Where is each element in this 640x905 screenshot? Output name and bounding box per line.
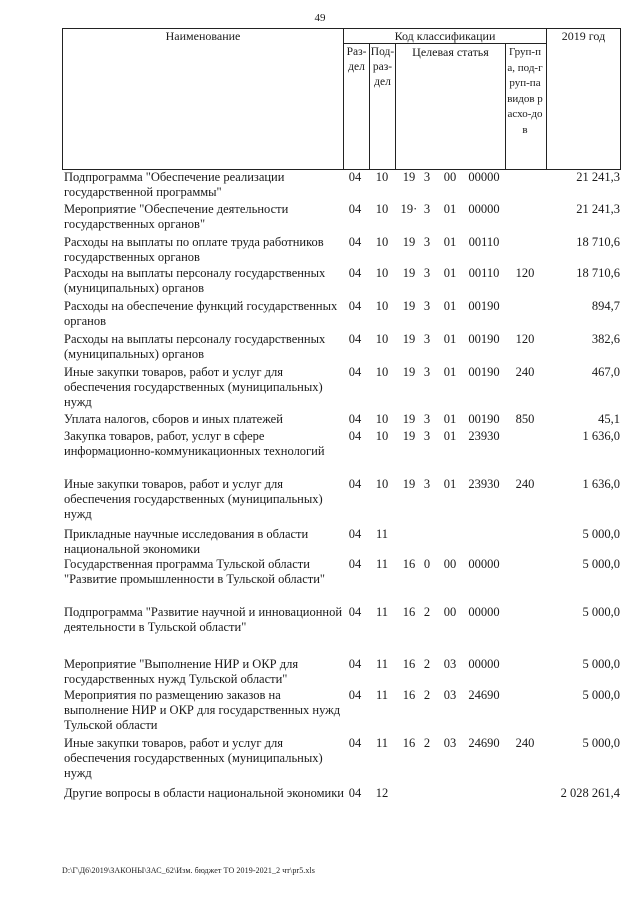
- row-vid: 240: [515, 365, 535, 379]
- row-amount: 467,0: [591, 365, 620, 379]
- row-napr: 23930: [468, 477, 500, 491]
- row-amount: 5 000,0: [582, 557, 620, 571]
- row-vid: 240: [515, 736, 535, 750]
- row-amount: 21 241,3: [576, 202, 620, 216]
- row-razdel: 04: [348, 365, 362, 379]
- row-podrazdel: 11: [375, 557, 389, 571]
- row-razdel: 04: [348, 429, 362, 443]
- row-name: Другие вопросы в области национальной экономики: [64, 786, 344, 800]
- row-razdel: 04: [348, 736, 362, 750]
- row-name: Закупка товаров, работ, услуг в сфере информационно-коммуникационных технологий: [64, 429, 325, 458]
- row-razdel: 04: [348, 202, 362, 216]
- row-prog: 19: [402, 412, 416, 426]
- row-razdel: 04: [348, 170, 362, 184]
- row-podrazdel: 11: [375, 657, 389, 671]
- row-name: Подпрограмма "Развитие научной и инновационной деятельности в Тульской области": [64, 605, 343, 634]
- row-podrazdel: 10: [375, 202, 389, 216]
- row-osn: 03: [443, 736, 457, 750]
- row-amount: 5 000,0: [582, 605, 620, 619]
- row-amount: 894,7: [591, 299, 620, 313]
- row-podrazdel: 11: [375, 688, 389, 702]
- row-podrazdel: 11: [375, 736, 389, 750]
- row-vid: 120: [515, 332, 535, 346]
- row-napr: 23930: [468, 429, 500, 443]
- row-osn: 03: [443, 688, 457, 702]
- row-sub: 3: [423, 202, 431, 216]
- row-name: Государственная программа Тульской области "Развитие промышленности в Тульской области": [64, 557, 326, 586]
- row-osn: 01: [443, 429, 457, 443]
- row-sub: 3: [423, 429, 431, 443]
- row-name: Иные закупки товаров, работ и услуг для обеспечения государственных (муниципальных) нужд: [64, 477, 323, 521]
- row-napr: 00000: [468, 605, 500, 619]
- row-prog: 19: [402, 365, 416, 379]
- row-napr: 00110: [468, 266, 500, 280]
- row-razdel: 04: [348, 605, 362, 619]
- row-razdel: 04: [348, 688, 362, 702]
- row-sub: 3: [423, 332, 431, 346]
- header-year: 2019 год: [561, 29, 606, 43]
- header-razdel: Раз-дел: [346, 46, 367, 73]
- row-napr: 24690: [468, 736, 500, 750]
- row-prog: 16: [402, 657, 416, 671]
- row-razdel: 04: [348, 299, 362, 313]
- row-napr: 00110: [468, 235, 500, 249]
- row-osn: 01: [443, 202, 457, 216]
- row-razdel: 04: [348, 657, 362, 671]
- row-prog: 19: [402, 266, 416, 280]
- row-prog: 19: [402, 299, 416, 313]
- row-osn: 01: [443, 266, 457, 280]
- row-napr: 00000: [468, 170, 500, 184]
- row-prog: 19·: [400, 202, 418, 216]
- row-napr: 00190: [468, 412, 500, 426]
- row-razdel: 04: [348, 332, 362, 346]
- row-razdel: 04: [348, 557, 362, 571]
- row-sub: 3: [423, 412, 431, 426]
- row-amount: 18 710,6: [576, 235, 620, 249]
- row-podrazdel: 10: [375, 332, 389, 346]
- row-sub: 0: [423, 557, 431, 571]
- row-sub: 3: [423, 477, 431, 491]
- row-razdel: 04: [348, 235, 362, 249]
- row-sub: 2: [423, 736, 431, 750]
- row-osn: 01: [443, 332, 457, 346]
- row-podrazdel: 10: [375, 170, 389, 184]
- row-vid: 240: [515, 477, 535, 491]
- row-prog: 16: [402, 557, 416, 571]
- row-amount: 2 028 261,4: [560, 786, 620, 800]
- row-osn: 01: [443, 412, 457, 426]
- row-amount: 5 000,0: [582, 527, 620, 541]
- row-name: Мероприятие "Обеспечение деятельности государственных органов": [64, 202, 289, 231]
- row-vid: 850: [515, 412, 535, 426]
- row-podrazdel: 10: [375, 266, 389, 280]
- header-podrazdel: Под-раз-дел: [370, 46, 395, 88]
- row-prog: 16: [402, 605, 416, 619]
- row-name: Расходы на выплаты персоналу государственных (муниципальных) органов: [64, 266, 326, 295]
- row-sub: 3: [423, 170, 431, 184]
- row-name: Иные закупки товаров, работ и услуг для обеспечения государственных (муниципальных) нужд: [64, 365, 323, 409]
- row-name: Расходы на выплаты по оплате труда работников государственных органов: [64, 235, 324, 264]
- row-prog: 19: [402, 170, 416, 184]
- row-napr: 00190: [468, 332, 500, 346]
- row-sub: 3: [423, 299, 431, 313]
- row-podrazdel: 10: [375, 235, 389, 249]
- row-razdel: 04: [348, 477, 362, 491]
- row-vid: 120: [515, 266, 535, 280]
- row-podrazdel: 12: [375, 786, 389, 800]
- row-napr: 00000: [468, 202, 500, 216]
- row-name: Уплата налогов, сборов и иных платежей: [64, 412, 283, 426]
- row-sub: 3: [423, 365, 431, 379]
- row-amount: 5 000,0: [582, 688, 620, 702]
- row-prog: 19: [402, 235, 416, 249]
- row-amount: 1 636,0: [582, 477, 620, 491]
- row-napr: 00000: [468, 557, 500, 571]
- row-prog: 16: [402, 736, 416, 750]
- row-osn: 00: [443, 605, 457, 619]
- row-amount: 382,6: [591, 332, 620, 346]
- row-name: Подпрограмма "Обеспечение реализации государственной программы": [64, 170, 285, 199]
- row-prog: 19: [402, 477, 416, 491]
- row-name: Мероприятие "Выполнение НИР и ОКР для государственных нужд Тульской области": [64, 657, 299, 686]
- row-podrazdel: 10: [375, 412, 389, 426]
- file-path-footer: D:\Г\Д6\2019\ЗАКОНЫ\ЗАС_62\Изм. бюджет ТО 2019-2021_2 чт\pr5.xls: [62, 866, 316, 875]
- row-sub: 2: [423, 657, 431, 671]
- row-razdel: 04: [348, 527, 362, 541]
- row-podrazdel: 10: [375, 299, 389, 313]
- row-sub: 2: [423, 688, 431, 702]
- row-name: Прикладные научные исследования в области национальной экономики: [64, 527, 309, 556]
- row-osn: 00: [443, 170, 457, 184]
- row-podrazdel: 10: [375, 477, 389, 491]
- row-name: Мероприятия по размещению заказов на выполнение НИР и ОКР для государственных нужд Тульской области: [64, 688, 341, 732]
- row-napr: 00190: [468, 299, 500, 313]
- row-amount: 1 636,0: [582, 429, 620, 443]
- row-prog: 19: [402, 332, 416, 346]
- row-amount: 45,1: [598, 412, 620, 426]
- row-amount: 21 241,3: [576, 170, 620, 184]
- row-amount: 5 000,0: [582, 657, 620, 671]
- row-name: Расходы на выплаты персоналу государственных (муниципальных) органов: [64, 332, 326, 361]
- row-napr: 24690: [468, 688, 500, 702]
- row-name: Расходы на обеспечение функций государственных органов: [64, 299, 338, 328]
- row-razdel: 04: [348, 412, 362, 426]
- row-osn: 00: [443, 557, 457, 571]
- row-podrazdel: 11: [375, 605, 389, 619]
- header-name: Наименование: [165, 29, 241, 43]
- row-amount: 5 000,0: [582, 736, 620, 750]
- row-osn: 01: [443, 235, 457, 249]
- row-amount: 18 710,6: [576, 266, 620, 280]
- row-napr: 00190: [468, 365, 500, 379]
- header-code-group: Код классификации: [394, 29, 496, 43]
- row-osn: 01: [443, 299, 457, 313]
- row-napr: 00000: [468, 657, 500, 671]
- row-sub: 3: [423, 266, 431, 280]
- header-target: Целевая статья: [412, 45, 489, 59]
- row-podrazdel: 11: [375, 527, 389, 541]
- row-osn: 03: [443, 657, 457, 671]
- row-osn: 01: [443, 365, 457, 379]
- row-sub: 2: [423, 605, 431, 619]
- row-sub: 3: [423, 235, 431, 249]
- row-razdel: 04: [348, 266, 362, 280]
- row-razdel: 04: [348, 786, 362, 800]
- row-prog: 16: [402, 688, 416, 702]
- row-podrazdel: 10: [375, 365, 389, 379]
- row-prog: 19: [402, 429, 416, 443]
- row-podrazdel: 10: [375, 429, 389, 443]
- row-name: Иные закупки товаров, работ и услуг для обеспечения государственных (муниципальных) нужд: [64, 736, 323, 780]
- header-vid: Груп-па, под-груп-па видов расхо-дов: [507, 46, 543, 136]
- page-number: 49: [314, 12, 326, 24]
- row-osn: 01: [443, 477, 457, 491]
